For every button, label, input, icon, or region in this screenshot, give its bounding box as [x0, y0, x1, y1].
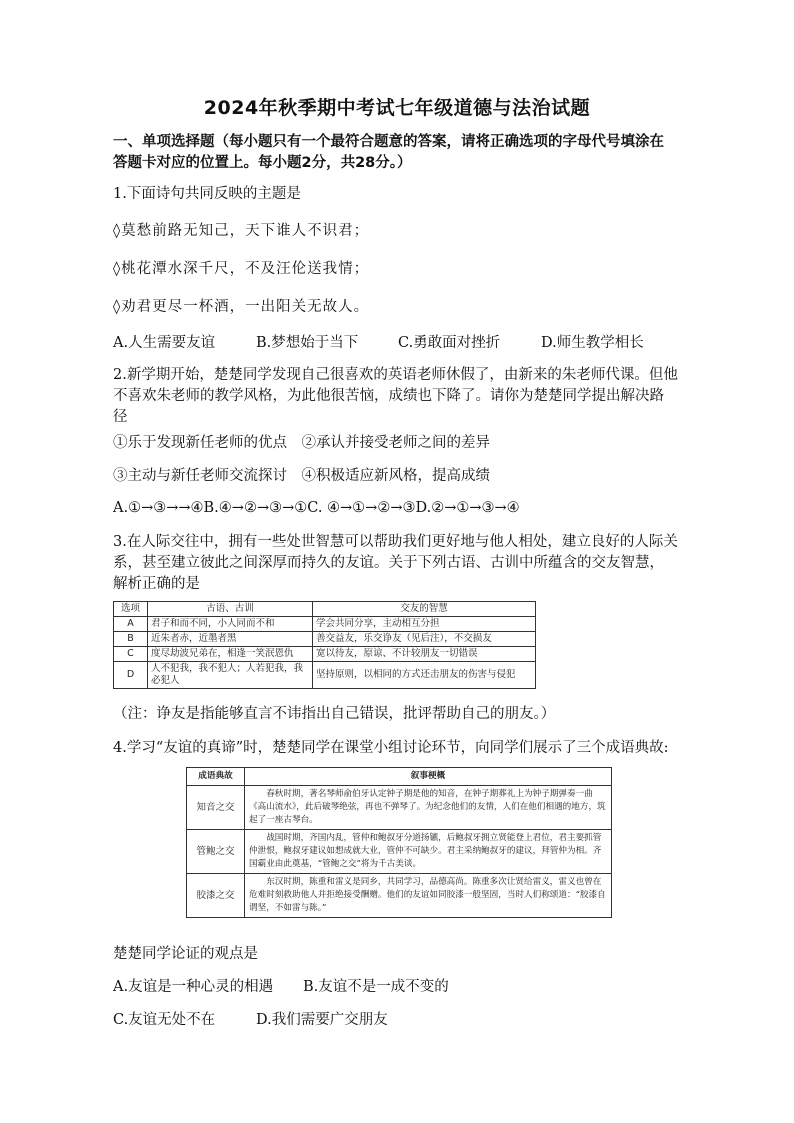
section-heading-line1: 一、单项选择题（每小题只有一个最符合题意的答案，请将正确选项的字母代号填涂在 — [113, 134, 664, 150]
q4-table — [186, 767, 612, 918]
table-row — [187, 830, 612, 874]
q3-stem-line3: 解析正确的是 — [113, 576, 200, 592]
q3-stem-line2: 系，甚至建立彼此之间深厚而持久的友谊。关于下列古语、古训中所蕴含的交友智慧， — [113, 555, 664, 571]
q2-stem-line1: 2.新学期开始，楚楚同学发现自己很喜欢的英语老师休假了，由新来的朱老师代课。但他 — [113, 367, 678, 383]
q3-note: （注：诤友是指能够直言不讳指出自己错误，批评帮助自己的朋友。） — [113, 706, 556, 722]
table-cell: 知音之交 — [187, 786, 245, 830]
table-header: 古语、古训 — [148, 602, 313, 617]
q3-table — [113, 601, 536, 689]
q2-stem-line2: 不喜欢朱老师的教学风格，为此他很苦恼，成绩也下降了。请你为楚楚同学提出解决路 — [113, 388, 664, 404]
q1-option-c: C.勇敢面对挫折 — [398, 335, 501, 351]
page-title: 2024年秋季期中考试七年级道德与法治试题 — [203, 97, 591, 119]
table-row — [187, 786, 612, 830]
table-cell: 宽以待友，原谅、不计较朋友一切错误 — [313, 647, 536, 662]
q4-question: 楚楚同学论证的观点是 — [113, 946, 258, 962]
section-heading-line2: 答题卡对应的位置上。每小题2分，共28分。） — [113, 155, 412, 171]
table-row — [187, 874, 612, 918]
q1-option-d: D.师生教学相长 — [541, 335, 644, 351]
table-cell: 坚持原则，以相同的方式还击朋友的伤害与侵犯 — [313, 662, 536, 689]
q2-options: A.①→③→→④B.④→②→③→①C. ④→①→②→③D.②→①→③→④ — [113, 500, 520, 516]
q3-stem-line1: 3.在人际交往中，拥有一些处世智慧可以帮助我们更好地与他人相处，建立良好的人际关 — [113, 534, 678, 550]
q2-items-3-4: ③主动与新任老师交流探讨 ④积极适应新风格，提高成绩 — [113, 468, 490, 484]
q2-items-1-2: ①乐于发现新任老师的优点 ②承认并接受老师之间的差异 — [113, 435, 490, 451]
table-cell: 管鲍之交 — [187, 830, 245, 874]
q4-option-d: D.我们需要广交朋友 — [256, 1012, 388, 1028]
q1-poem-line: ◊劝君更尽一杯酒，一出阳关无故人。 — [113, 299, 370, 315]
q1-poem-line: ◊桃花潭水深千尺，不及汪伦送我情； — [113, 261, 370, 277]
table-cell: D — [114, 662, 148, 689]
table-row — [114, 647, 536, 662]
table-cell: 度尽劫波兄弟在，相逢一笑泯恩仇 — [148, 647, 313, 662]
q1-option-b: B.梦想始于当下 — [256, 335, 359, 351]
q1-option-a: A.人生需要友谊 — [113, 335, 216, 351]
q4-option-a: A.友谊是一种心灵的相遇 — [113, 979, 274, 995]
table-cell: 胶漆之交 — [187, 874, 245, 918]
table-cell: 君子和而不同，小人同而不和 — [148, 617, 313, 632]
table-cell: 学会共同分享，主动相互分担 — [313, 617, 536, 632]
table-header: 交友的智慧 — [313, 602, 536, 617]
table-header-row — [114, 602, 536, 617]
table-cell: 近朱者赤，近墨者黑 — [148, 632, 313, 647]
table-header-row — [187, 768, 612, 786]
table-cell: A — [114, 617, 148, 632]
q1-stem: 1.下面诗句共同反映的主题是 — [113, 186, 301, 202]
q2-stem-line3: 径 — [113, 409, 128, 425]
table-header: 叙事梗概 — [245, 768, 612, 786]
table-cell: 东汉时期，陈重和雷义是同乡，共同学习，品德高尚。陈重多次让贤给雷义，雷义也曾在危难时刻救助他人并拒绝接受酬赠。他们的友谊如同胶漆一般坚固，当时人们称颂道：“胶漆自谓坚，不如雷与陈。” — [245, 874, 612, 918]
q1-poem-line: ◊莫愁前路无知己，天下谁人不识君； — [113, 223, 370, 239]
table-cell: C — [114, 647, 148, 662]
table-cell: 人不犯我，我不犯人；人若犯我，我必犯人 — [148, 662, 313, 689]
table-row — [114, 632, 536, 647]
table-row — [114, 662, 536, 689]
q4-option-c: C.友谊无处不在 — [113, 1012, 216, 1028]
table-cell: B — [114, 632, 148, 647]
q4-option-b: B.友谊不是一成不变的 — [303, 979, 449, 995]
table-header: 选项 — [114, 602, 148, 617]
table-row — [114, 617, 536, 632]
q4-stem: 4.学习“友谊的真谛”时，楚楚同学在课堂小组讨论环节，向同学们展示了三个成语典故: — [113, 740, 669, 756]
table-cell: 春秋时期，著名琴师俞伯牙认定钟子期是他的知音，在钟子期葬礼上为钟子期弹奏一曲《高山流水》，此后破琴绝弦，再也不弹琴了。为纪念他们的友情，人们在他们相遇的地方，筑起了一座古琴台。 — [245, 786, 612, 830]
table-header: 成语典故 — [187, 768, 245, 786]
table-cell: 战国时期，齐国内乱，管仲和鲍叔牙分道扬镳，后鲍叔牙拥立贤能登上君位，君主要抓管仲泄恨，鲍叔牙建议如想成就大业，管仲不可缺少。君主采纳鲍叔牙的建议，拜管仲为相。齐国霸业由此奠基，“管鲍之交”将为千古美谈。 — [245, 830, 612, 874]
table-cell: 善交益友，乐交诤友（见后注），不交损友 — [313, 632, 536, 647]
